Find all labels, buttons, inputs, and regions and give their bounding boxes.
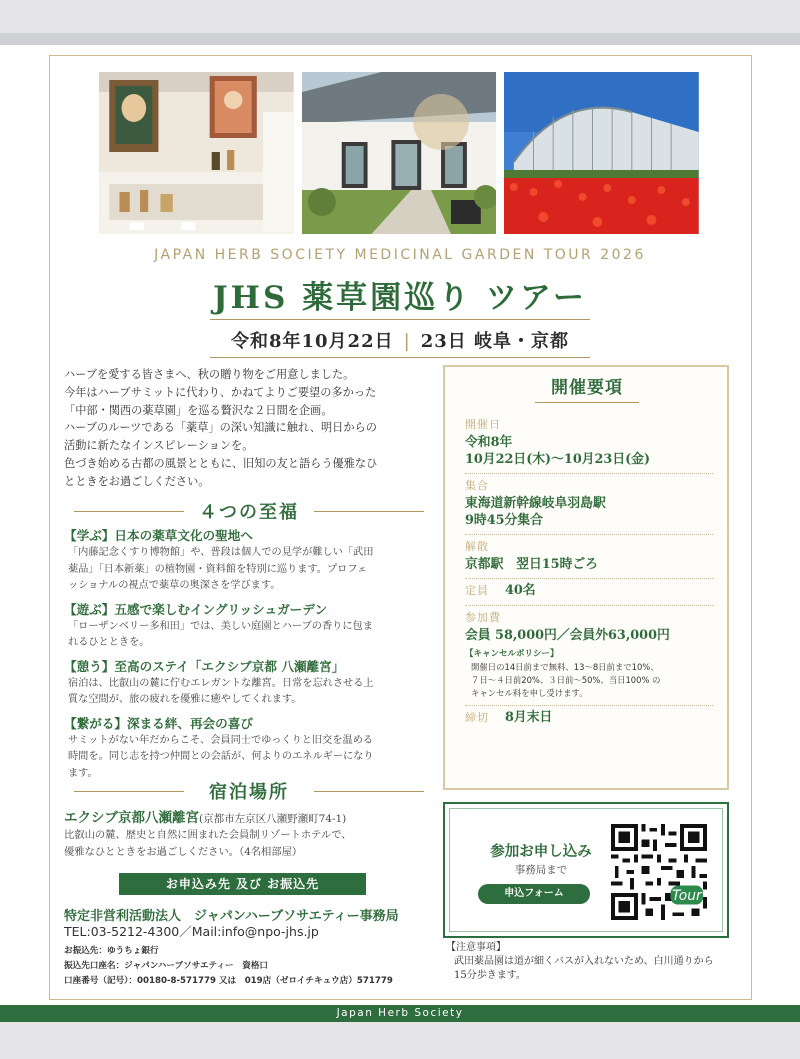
contact-tel-mail[interactable]: TEL:03-5212-4300／Mail:info@npo-jhs.jp: [64, 924, 319, 939]
lodging-description: 比叡山の麓、歴史と自然に囲まれた会員制リゾートホテルで、 優雅なひとときをお過ごしください。（4名相部屋）: [64, 829, 352, 858]
features-list: [64, 526, 436, 787]
feature-item: 【遊ぶ】五感で楽しむイングリッシュガーデン 「ローザンベリー多和田」では、美しい庭園とハーブの香りに包ま れるひとときを。: [64, 601, 373, 648]
notice-body: 武田薬品園は道が細くバスが入れないため、白川通りから 15分歩きます。: [454, 956, 714, 981]
bank-info: お振込先：ゆうちょ銀行 振込先口座名：ジャパンハーブソサエティー 資格口 口座番号（記号）：00180-8-571779 又は 019店（ゼロイチキュウ店）571779: [64, 946, 393, 986]
application-box: [443, 802, 729, 938]
top-bar: [0, 33, 800, 45]
qr-code-icon[interactable]: [611, 824, 707, 920]
notice: [446, 941, 736, 983]
features-heading: ４つの至福: [64, 498, 434, 524]
title-divider: [210, 319, 590, 320]
application-subtitle: 事務局まで: [514, 864, 568, 876]
event-details-box: [443, 365, 729, 790]
date-main: 令和8年10月22日: [230, 331, 394, 352]
detail-deadline: 締切 8月末日: [465, 710, 553, 725]
qr-label: Tour: [672, 888, 702, 905]
photo-strip: [99, 72, 699, 234]
details-heading: 開催要項: [535, 373, 639, 403]
cancel-policy-body: 開催日の14日前まで無料、13〜8日前まで10%、 ７日〜４日前20%、３日前〜50%、当日100% の キャンセル料を申し受けます。: [471, 662, 661, 698]
feature-item: 【学ぶ】日本の薬草文化の聖地へ 「内藤記念くすり博物館」や、普段は個人での見学が難しい「武田 薬品」「日本新薬」の植物園・資料館を特別に巡ります。プロフェ ッショナルの視点で薬草の奥深さを学びます。: [64, 528, 374, 591]
date-sub: 23日 岐阜・京都: [420, 331, 570, 352]
cancel-policy-title: 【キャンセルポリシー】: [465, 649, 559, 659]
date-divider: [210, 357, 590, 358]
details-list: [465, 413, 713, 732]
lodging-heading: 宿泊場所: [64, 778, 434, 804]
notice-title: 【注意事項】: [446, 942, 506, 953]
lodging-address: (京都市左京区八瀬野瀬町74-1): [199, 813, 347, 825]
application-title: 参加お申し込み: [490, 843, 592, 860]
date-separator: |: [403, 331, 411, 352]
organization-name: 特定非営利活動法人 ジャパンハーブソサエティー事務局: [64, 909, 399, 924]
intro-text: ハーブを愛する皆さまへ、秋の贈り物をご用意しました。 今年はハーブサミットに代わり、かねてよりご要望の多かった 「中部・関西の薬草園」を巡る贅沢な２日間を企画。 ハーブのルーツである「薬草」の深い知識に触れ、明日からの 活動に新たなインスピレーションを。 色づき始める古都の風景とともに、旧知の友と語らう優雅なひ とときをお過ごしください。: [64, 368, 378, 488]
tour-subtitle: JAPAN HERB SOCIETY MEDICINAL GARDEN TOUR 2026: [154, 247, 646, 263]
museum-photo: [99, 72, 294, 234]
tour-date: [0, 327, 800, 353]
garden-house-photo: [302, 72, 497, 234]
contact-banner: お申込み先 及び お振込先: [119, 873, 366, 895]
feature-item: 【繋がる】深まる絆、再会の喜び サミットがない年だからこそ、会員同士でゆっくりと旧交を温める 時間を。同じ志を持つ仲間との会話が、何よりのエネルギーになり ます。: [64, 715, 374, 779]
detail-date: 開催日 令和8年 10月22日(木)〜10月23日(金): [465, 413, 713, 474]
detail-dismissal: 解散 京都駅 翌日15時ごろ: [465, 535, 713, 579]
tour-title: JHS 薬草園巡り ツアー: [213, 280, 587, 316]
detail-capacity: 定員 40名: [465, 579, 713, 606]
feature-item: 【憩う】至高のステイ「エクシブ京都 八瀬離宮」 宿泊は、比叡山の麓に佇むエレガントな離宮。日常を忘れさせる上 質な空間が、旅の疲れを優雅に癒やしてくれます。: [64, 658, 374, 705]
detail-meeting: 集合 東海道新幹線岐阜羽島駅 9時45分集合: [465, 474, 713, 535]
application-form-button[interactable]: 申込フォーム: [478, 884, 590, 904]
footer-bar: Japan Herb Society: [0, 1005, 800, 1022]
lodging-name: エクシブ京都八瀬離宮(京都市左京区八瀬野瀬町74-1): [64, 810, 347, 826]
detail-fee: 参加費 会員 58,000円／会員外63,000円 【キャンセルポリシー】 開催日の14日前まで無料、13〜8日前まで10%、 ７日〜４日前20%、３日前〜50%、当日100% の キャンセル料を申し受けます。: [465, 606, 713, 706]
greenhouse-photo: [504, 72, 699, 234]
